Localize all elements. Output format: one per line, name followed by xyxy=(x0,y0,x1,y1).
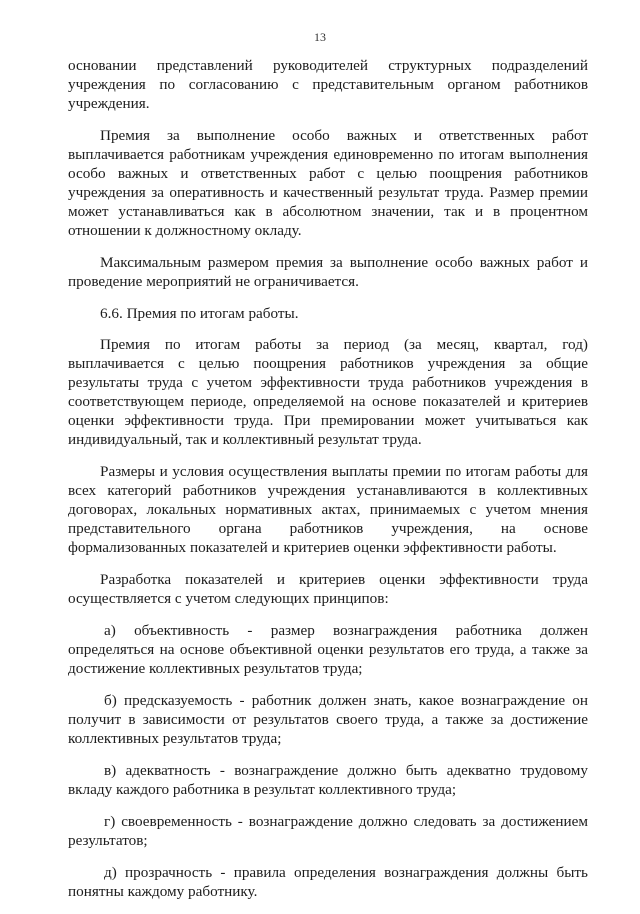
document-body xyxy=(68,56,588,914)
paragraph-continuation: основании представлений руководителей структурных подразделений учреждения по согласованию с представительным органом работников учреждения. xyxy=(68,57,588,112)
list-item-objectivity: а) объективность - размер вознаграждения работника должен определяться на основе объективной оценки результатов его труда, а также за достижение коллективных результатов труда; xyxy=(68,622,588,677)
list-item-predictability: б) предсказуемость - работник должен знать, какое вознаграждение он получит в зависимости от результатов своего труда, а также за достижение коллективных результатов труда; xyxy=(68,692,588,747)
paragraph-special-work-bonus: Премия за выполнение особо важных и ответственных работ выплачивается работникам учреждения единовременно по итогам выполнения особо важных и ответственных работ с целью поощрения работников учреждения за оперативность и качественный результат труда. Размер премии может устанавливаться как в абсолютном значении, так и в процентном отношении к должностному окладу. xyxy=(68,127,588,239)
section-heading-6-6: 6.6. Премия по итогам работы. xyxy=(100,305,299,322)
list-item-transparency: д) прозрачность - правила определения вознаграждения должны быть понятны каждому работнику. xyxy=(68,864,588,900)
paragraph-max-bonus: Максимальным размером премия за выполнение особо важных работ и проведение мероприятий не ограничивается. xyxy=(68,254,588,290)
paragraph-bonus-conditions: Размеры и условия осуществления выплаты премии по итогам работы для всех категорий работников учреждения устанавливаются в коллективных договорах, локальных нормативных актах, принимаемых с учетом мнения представительного органа работников учреждения, на основе формализованных показателей и критериев оценки эффективности работы. xyxy=(68,463,588,556)
list-item-timeliness: г) своевременность - вознаграждение должно следовать за достижением результатов; xyxy=(68,813,588,849)
paragraph-criteria-intro: Разработка показателей и критериев оценки эффективности труда осуществляется с учетом следующих принципов: xyxy=(68,571,588,607)
paragraph-period-bonus: Премия по итогам работы за период (за месяц, квартал, год) выплачивается с целью поощрения работников учреждения за общие результаты труда с учетом эффективности труда работников учреждения в соответствующем периоде, определяемой на основе показателей и критериев оценки эффективности труда. При премировании может учитываться как индивидуальный, так и коллективный результат труда. xyxy=(68,336,588,448)
page-number: 13 xyxy=(314,30,326,44)
list-item-adequacy: в) адекватность - вознаграждение должно быть адекватно трудовому вкладу каждого работника в результат коллективного труда; xyxy=(68,762,588,798)
